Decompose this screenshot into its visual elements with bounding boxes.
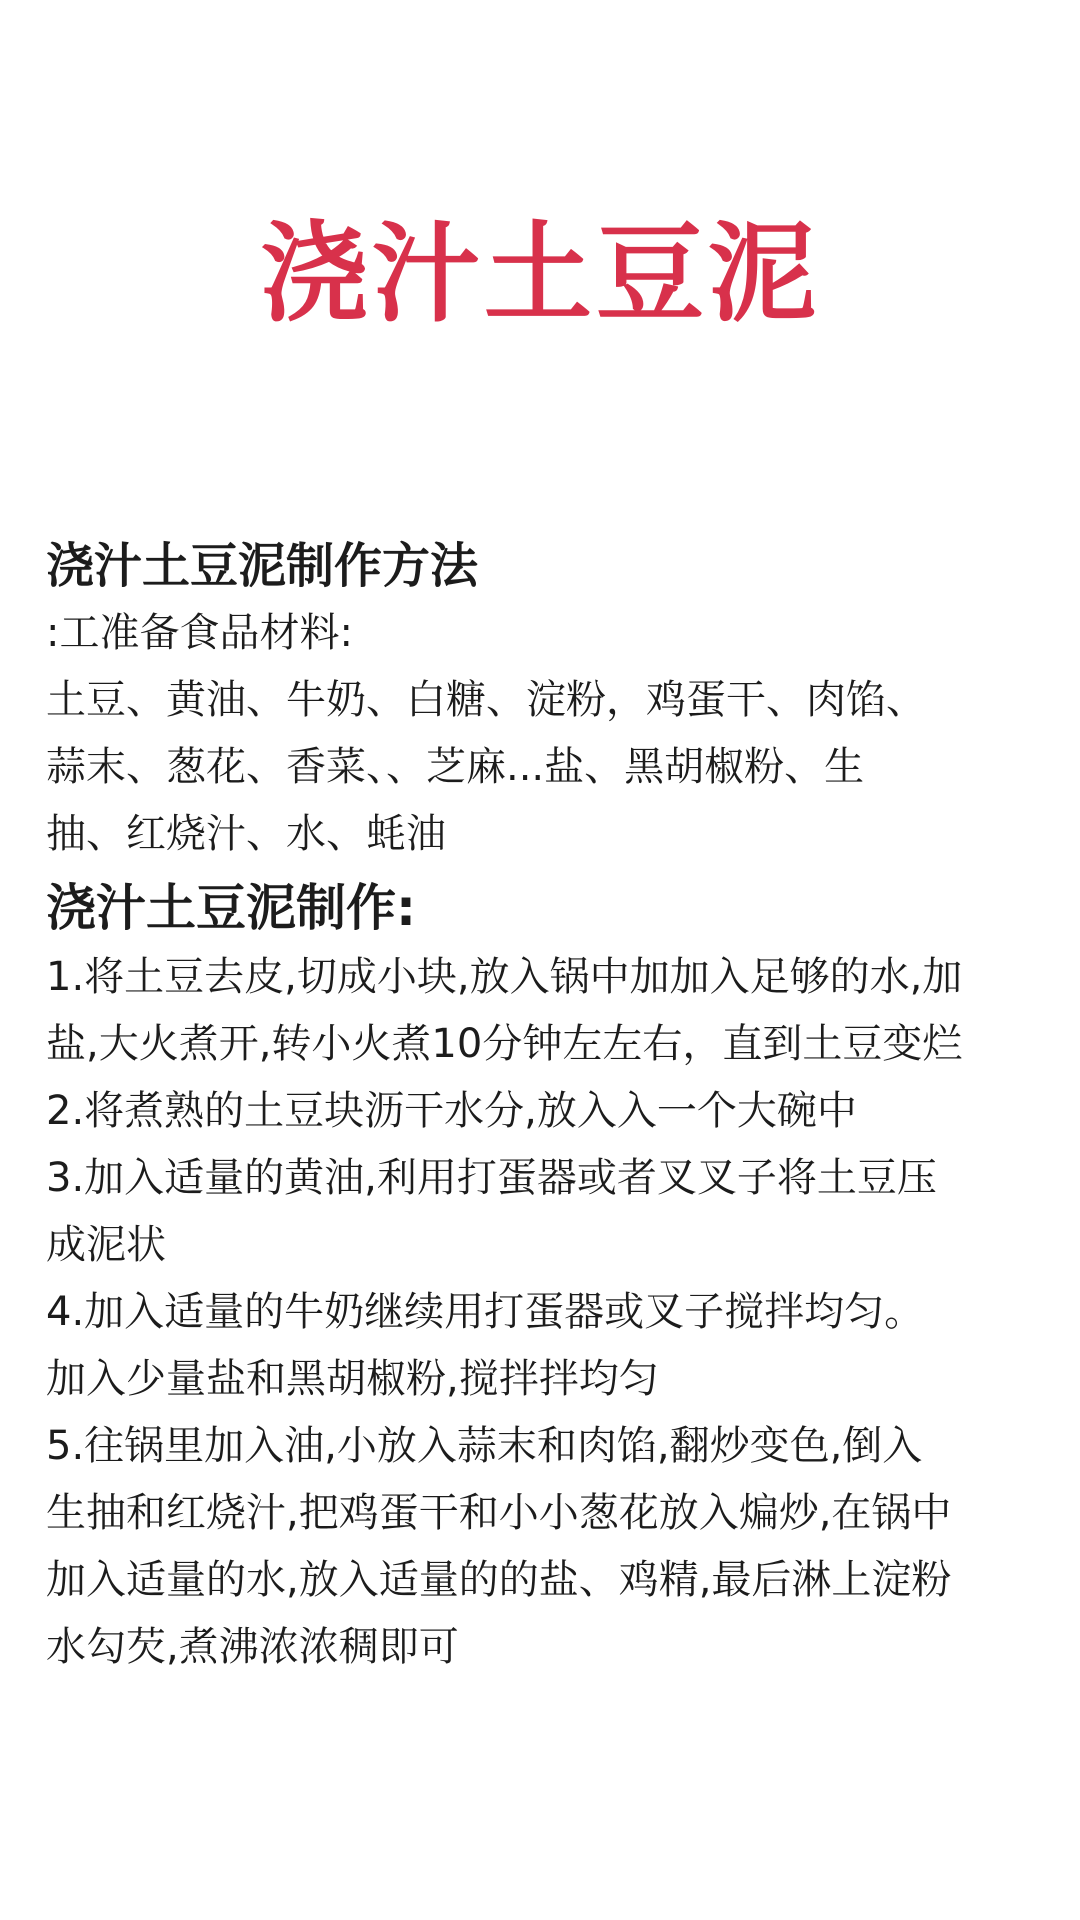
step-line: 1.将土豆去皮,切成小块,放入锅中加加入足够的水,加 [46, 954, 963, 1000]
step-line: 加入适量的水,放入适量的的盐、鸡精,最后淋上淀粉 [46, 1557, 952, 1603]
steps-heading: 浇汁土豆泥制作: [46, 879, 416, 937]
page-title: 浇汁土豆泥 [259, 212, 820, 337]
step-line: 5.往锅里加入油,小放入蒜末和肉馅,翻炒变色,倒入 [46, 1423, 923, 1469]
ingredients-line: 抽、红烧汁、水、蚝油 [46, 811, 446, 857]
step-line: 盐,大火煮开,转小火煮10分钟左左右，直到土豆变烂 [46, 1021, 963, 1067]
step-line: 4.加入适量的牛奶继续用打蛋器或叉子搅拌均匀。 [46, 1289, 925, 1335]
recipe-content [46, 532, 1056, 1681]
ingredients-line: 土豆、黄油、牛奶、白糖、淀粉，鸡蛋干、肉馅、 [46, 677, 926, 723]
step-line: 水勾芡,煮沸浓浓稠即可 [46, 1624, 459, 1670]
ingredients-subheading: :工准备食品材料: [46, 610, 353, 656]
step-line: 3.加入适量的黄油,利用打蛋器或者叉叉子将土豆压 [46, 1155, 937, 1201]
step-line: 2.将煮熟的土豆块沥干水分,放入入一个大碗中 [46, 1088, 857, 1134]
step-line: 加入少量盐和黑胡椒粉,搅拌拌均匀 [46, 1356, 659, 1402]
step-line: 成泥状 [46, 1222, 166, 1268]
method-heading: 浇汁土豆泥制作方法 [46, 538, 479, 594]
step-line: 生抽和红烧汁,把鸡蛋干和小小葱花放入煸炒,在锅中 [46, 1490, 952, 1536]
ingredients-line: 蒜末、葱花、香菜、、芝麻...盐、黑胡椒粉、生 [46, 744, 865, 790]
